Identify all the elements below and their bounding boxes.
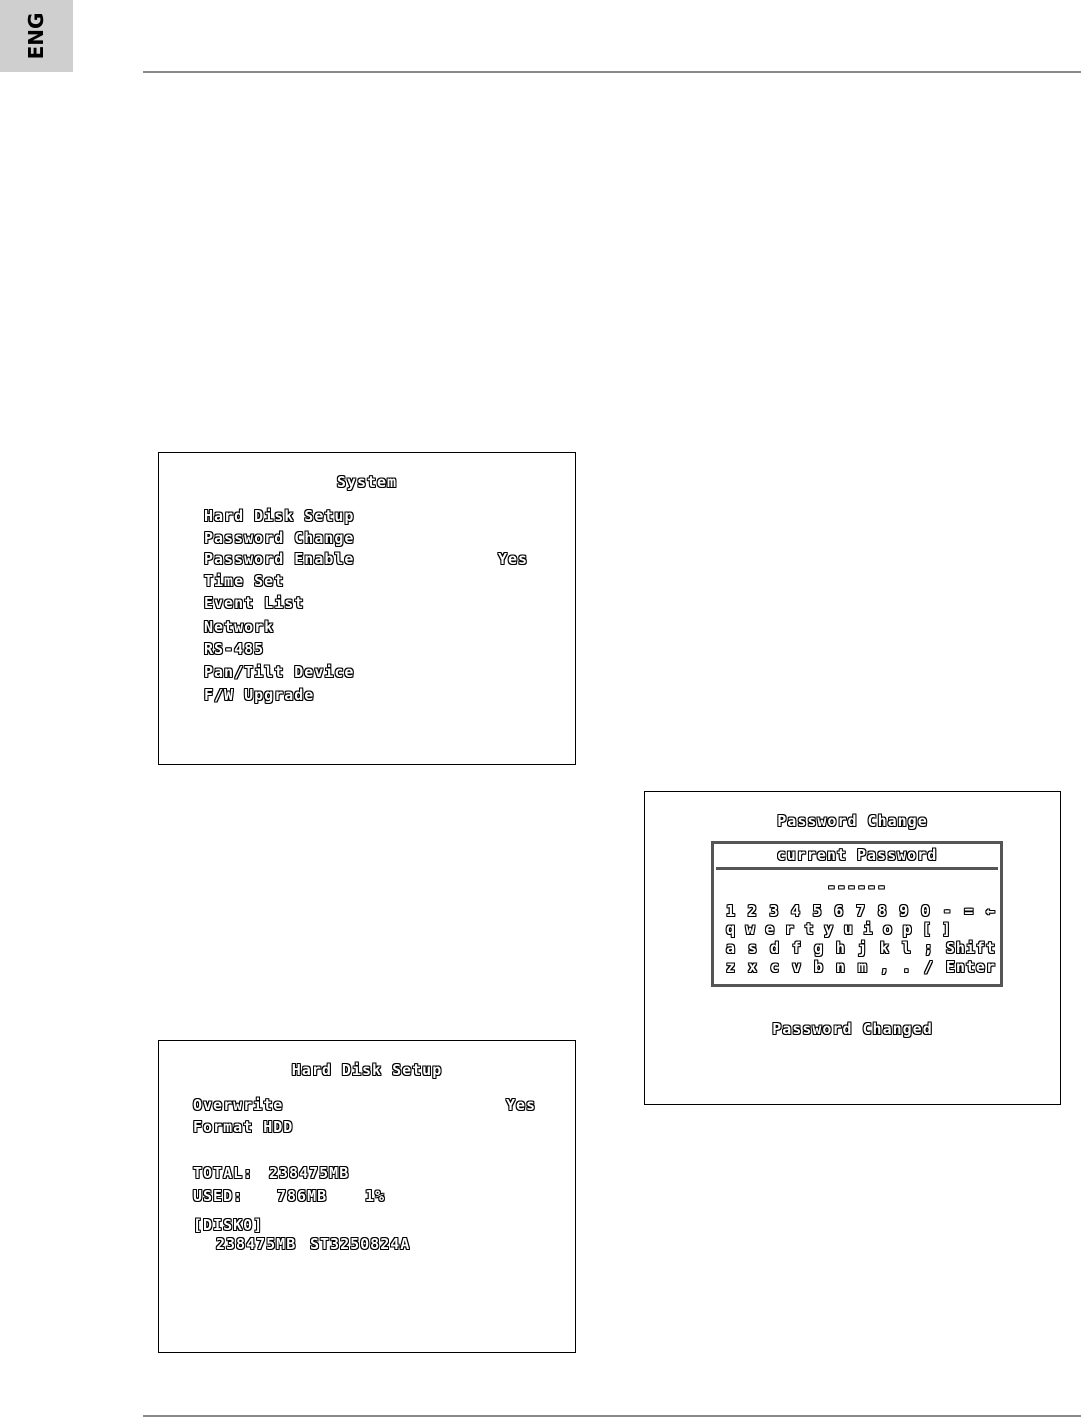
key[interactable]: y [824,920,835,938]
shift-key[interactable]: Shift [945,939,996,957]
menu-item-rs485[interactable]: RS-485 [204,640,265,658]
key[interactable]: l [901,939,912,957]
key[interactable]: n [835,958,846,976]
key[interactable]: = [964,902,975,920]
key[interactable]: i [863,920,874,938]
hard-disk-setup-screen [158,1040,576,1353]
key[interactable]: g [813,939,824,957]
key[interactable]: r [784,920,795,938]
disk-size: 238475MB [216,1235,297,1253]
key[interactable]: j [857,939,868,957]
key[interactable]: 3 [769,902,780,920]
menu-item-event-list[interactable]: Event List [204,594,305,612]
key[interactable]: 4 [790,902,801,920]
current-password-prompt: current Password [776,846,938,864]
key[interactable]: k [879,939,890,957]
key[interactable]: q [726,920,737,938]
keyboard-row-2 [726,920,952,938]
key[interactable]: 5 [812,902,823,920]
key[interactable]: 6 [834,902,845,920]
disk-model: ST3250824A [310,1235,411,1253]
key[interactable]: - [942,902,953,920]
key[interactable]: 2 [747,902,758,920]
key[interactable]: x [747,958,759,976]
key[interactable]: a [726,939,737,957]
menu-item-time-set[interactable]: Time Set [204,572,285,590]
virtual-keyboard [711,841,1003,987]
key[interactable]: 7 [855,902,866,920]
used-percent: 1% [365,1187,386,1205]
key[interactable]: [ [922,920,933,938]
language-tab-label: ENG [24,12,48,60]
format-hdd-option[interactable]: Format HDD [193,1118,294,1136]
key[interactable]: w [745,920,756,938]
system-menu-screen [158,452,576,765]
menu-item-pan-tilt-device[interactable]: Pan/Tilt Device [204,663,355,681]
key[interactable]: d [769,939,780,957]
menu-item-fw-upgrade[interactable]: F/W Upgrade [204,686,315,704]
keyboard-row-1 [726,902,996,920]
header-rule [143,71,1081,73]
total-label: TOTAL: [193,1164,254,1182]
used-value: 786MB [277,1187,328,1205]
key[interactable]: p [902,920,913,938]
disk-label: [DISK0] [193,1216,264,1234]
key[interactable]: 9 [899,902,910,920]
language-tab [0,0,73,72]
password-status: Password Changed [772,1020,933,1038]
masked-password-input[interactable]: ------ [826,878,888,896]
menu-item-hard-disk-setup[interactable]: Hard Disk Setup [204,507,355,525]
key[interactable]: e [765,920,776,938]
key[interactable]: m [857,958,868,976]
key[interactable]: s [747,939,759,957]
menu-item-password-change[interactable]: Password Change [204,529,355,547]
overwrite-value[interactable]: Yes [506,1096,537,1114]
key[interactable]: u [843,920,854,938]
backspace-key[interactable]: ← [985,902,996,920]
keyboard-row-3 [726,939,996,957]
key[interactable]: c [769,958,780,976]
key[interactable]: h [835,939,846,957]
total-value: 238475MB [269,1164,350,1182]
keyboard-divider [716,867,998,870]
hard-disk-setup-title: Hard Disk Setup [291,1061,443,1079]
key[interactable]: 1 [726,902,737,920]
enter-key[interactable]: Enter [945,958,996,976]
key[interactable]: 8 [877,902,888,920]
password-change-screen [644,791,1061,1105]
footer-rule [143,1415,1081,1417]
password-enable-value[interactable]: Yes [498,550,529,568]
key[interactable]: ] [941,920,952,938]
key[interactable]: t [804,920,815,938]
key[interactable]: z [726,958,737,976]
key[interactable]: , [879,958,890,976]
password-change-title: Password Change [777,812,928,830]
key[interactable]: / [923,958,934,976]
menu-item-network[interactable]: Network [204,618,275,636]
key[interactable]: . [901,958,912,976]
key[interactable]: ; [923,939,934,957]
key[interactable]: 0 [920,902,931,920]
key[interactable]: b [813,958,824,976]
key[interactable]: v [791,958,802,976]
key[interactable]: o [883,920,894,938]
system-menu-title: System [336,473,398,491]
key[interactable]: f [791,939,802,957]
overwrite-label[interactable]: Overwrite [193,1096,284,1114]
menu-item-password-enable[interactable]: Password Enable [204,550,355,568]
keyboard-row-4 [726,958,996,976]
used-label: USED: [193,1187,244,1205]
